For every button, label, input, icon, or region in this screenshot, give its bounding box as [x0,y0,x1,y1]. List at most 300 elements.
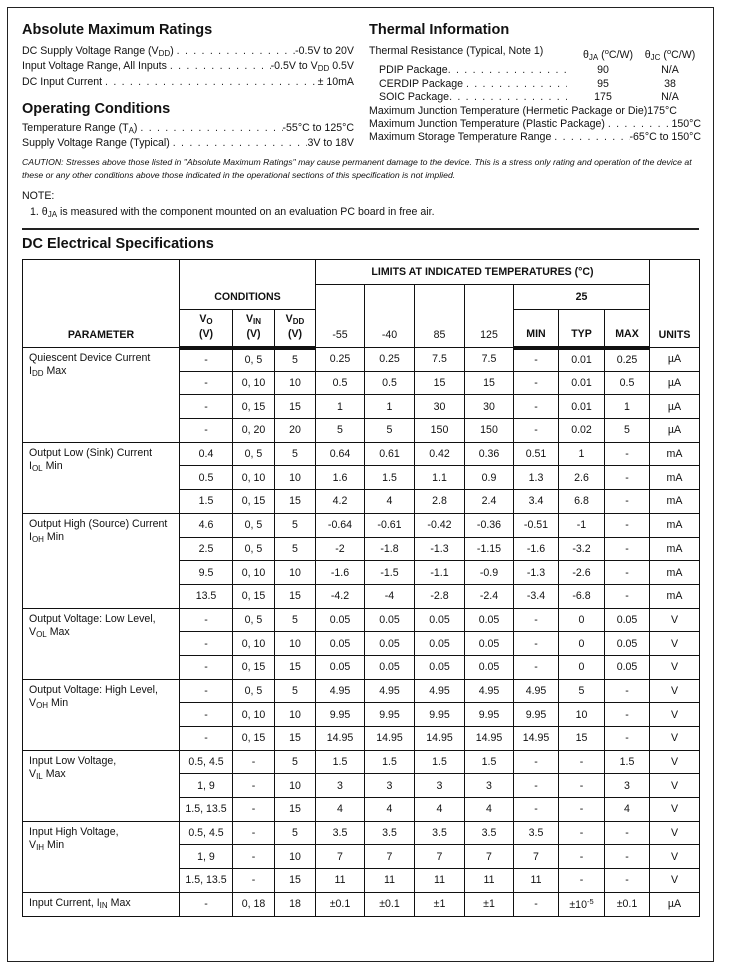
table-row [23,679,700,703]
value-cell: 0.05 [316,655,365,679]
value-cell: 3 [605,774,650,798]
value-cell: 9.5 [180,561,233,585]
value-cell: 1 [365,395,415,419]
value-cell: 1, 9 [180,845,233,869]
value-cell: -2 [316,537,365,561]
value-cell: 10 [275,466,316,490]
value-cell: 0.36 [465,442,514,466]
value-cell: 0.42 [415,442,465,466]
value-cell: 10 [275,632,316,656]
thermal-row-soic: SOIC Package . . . 175 N/A [369,91,701,104]
theta-ja-symbol: $\theta_{JA}$ [41,206,58,219]
value-cell: 4.95 [514,679,559,703]
absolute-max-title: Absolute Maximum Ratings [22,22,213,38]
value-cell: 18 [275,892,316,916]
value-cell: 3.5 [365,821,415,845]
value-cell: 0.5 [180,466,233,490]
value-cell: 11 [465,869,514,893]
value-cell: 0.25 [316,348,365,372]
value-cell: 0.05 [365,655,415,679]
spec-row-input-voltage: Input Voltage Range, All Inputs . . . -0.5V to $V_{DD}$ 0.5V [22,60,354,75]
value-cell: 0.05 [415,632,465,656]
value-cell: - [514,892,559,916]
table-row [23,442,700,466]
value-cell: 9.95 [365,703,415,727]
theta-jc-header: $\theta_{JC}$ ($^o$C/W) [644,47,696,62]
value-cell: V [650,845,700,869]
value-cell: -2.6 [559,561,605,585]
value-cell: - [605,679,650,703]
value-cell: 15 [275,655,316,679]
value-cell: 0, 5 [233,513,275,537]
value-cell: ±1 [465,892,514,916]
value-cell: 0.02 [559,419,605,443]
value-cell: 9.95 [465,703,514,727]
value-cell: 5 [559,679,605,703]
value-cell: ±1 [415,892,465,916]
value-cell: mA [650,490,700,514]
value-cell: 0.5 [365,371,415,395]
value-cell: V [650,869,700,893]
value-cell: 10 [559,703,605,727]
value-cell: 10 [275,845,316,869]
value-cell: -1.5 [365,561,415,585]
value-cell: - [559,869,605,893]
value-cell: 1.5 [465,750,514,774]
header-parameter: PARAMETER [23,260,180,348]
value-cell: - [180,679,233,703]
value-cell: 1 [559,442,605,466]
value-cell: -0.61 [365,513,415,537]
parameter-cell: Output Low (Sink) Current $I_{OL}$ Min [23,442,180,513]
value-cell: 0.05 [605,608,650,632]
value-cell: 3 [415,774,465,798]
value-cell: 0.4 [180,442,233,466]
thermal-row-junction-plastic: Maximum Junction Temperature (Plastic Package) . . . 150°C [369,118,701,131]
value-cell: - [559,845,605,869]
value-cell: 4.6 [180,513,233,537]
table-row [23,348,700,372]
value-cell: 5 [605,419,650,443]
value-cell: 3 [365,774,415,798]
value-cell: 0.01 [559,348,605,372]
value-cell: 5 [316,419,365,443]
value-cell: ±0.1 [316,892,365,916]
value-cell: 150 [415,419,465,443]
value-cell: µA [650,348,700,372]
value-cell: - [514,348,559,372]
value-cell: 4.95 [365,679,415,703]
header-temp-85: 85 [415,285,465,348]
value-cell: - [514,608,559,632]
value-cell: 0.5, 4.5 [180,750,233,774]
value-cell: 0.61 [365,442,415,466]
value-cell: 15 [275,395,316,419]
value-cell: -1.15 [465,537,514,561]
value-cell: -1.6 [316,561,365,585]
value-cell: 11 [365,869,415,893]
value-cell: - [514,371,559,395]
value-cell: 0, 5 [233,679,275,703]
value-cell: 15 [275,727,316,751]
value-cell: - [514,774,559,798]
value-cell: -4.2 [316,584,365,608]
value-cell: 3.4 [514,490,559,514]
value-cell: 1.5 [605,750,650,774]
value-cell: 0 [559,608,605,632]
value-cell: 0.5 [316,371,365,395]
value-cell: - [233,750,275,774]
value-cell: V [650,774,700,798]
value-cell: 0.5, 4.5 [180,821,233,845]
value-cell: - [514,419,559,443]
value-cell: 4 [316,798,365,822]
value-cell: mA [650,466,700,490]
spec-row-supply-voltage: DC Supply Voltage Range $(V_{DD})$ . . . -0.5V to 20V [22,45,354,60]
value-cell: - [605,442,650,466]
value-cell: 0, 5 [233,348,275,372]
value-cell: 5 [275,679,316,703]
parameter-cell: Output Voltage: High Level, $V_{OH}$ Min [23,679,180,750]
parameter-cell: Output Voltage: Low Level, $V_{OL}$ Max [23,608,180,679]
header-vdd: $V_{DD}$ (V) [275,310,316,348]
section-divider [22,228,699,230]
value-cell: 4.95 [316,679,365,703]
value-cell: 0, 15 [233,395,275,419]
value-cell: 4 [365,490,415,514]
value-cell: 0.05 [605,655,650,679]
value-cell: 30 [465,395,514,419]
value-cell: 0, 5 [233,537,275,561]
value-cell: - [559,821,605,845]
value-cell: 0, 15 [233,584,275,608]
value-cell: 7 [316,845,365,869]
value-cell: V [650,727,700,751]
value-cell: - [233,869,275,893]
value-cell: - [180,632,233,656]
value-cell: -3.4 [514,584,559,608]
value-cell: -1.3 [415,537,465,561]
value-cell: 30 [415,395,465,419]
value-cell: - [605,561,650,585]
value-cell: - [514,632,559,656]
value-cell: 10 [275,774,316,798]
value-cell: - [605,869,650,893]
value-cell: 3 [465,774,514,798]
value-cell: µA [650,395,700,419]
value-cell: -1.3 [514,561,559,585]
value-cell: 4.2 [316,490,365,514]
thermal-row-storage: Maximum Storage Temperature Range . . . -65°C to 150°C [369,131,701,144]
value-cell: 15 [275,869,316,893]
table-row [23,821,700,845]
operating-conditions-title: Operating Conditions [22,101,171,117]
table-row [23,892,700,916]
value-cell: - [605,537,650,561]
value-cell: - [180,395,233,419]
value-cell: - [180,892,233,916]
value-cell: 0, 20 [233,419,275,443]
header-temp-25: 25 [514,285,650,310]
spec-row-supply-range: Supply Voltage Range (Typical) . . . 3V to 18V [22,137,354,150]
value-cell: 2.8 [415,490,465,514]
value-cell: 0.05 [365,632,415,656]
value-cell: - [180,655,233,679]
value-cell: V [650,608,700,632]
value-cell: V [650,821,700,845]
header-limits: LIMITS AT INDICATED TEMPERATURES (°C) [316,260,650,285]
value-cell: -3.2 [559,537,605,561]
value-cell: V [650,703,700,727]
value-cell: 15 [275,490,316,514]
value-cell: 13.5 [180,584,233,608]
value-cell: 7 [514,845,559,869]
header-max: MAX [605,310,650,348]
parameter-cell: Input High Voltage, $V_{IH}$ Min [23,821,180,892]
value-cell: - [180,703,233,727]
value-cell: 11 [316,869,365,893]
value-cell: $\pm 10^{-5}$ [559,892,605,916]
value-cell: -0.42 [415,513,465,537]
value-cell: -2.4 [465,584,514,608]
value-cell: mA [650,537,700,561]
value-cell: V [650,655,700,679]
header-vo: $V_O$ (V) [180,310,233,348]
value-cell: 0.05 [415,655,465,679]
value-cell: 15 [275,584,316,608]
value-cell: ±0.1 [605,892,650,916]
value-cell: - [514,798,559,822]
value-cell: 5 [275,442,316,466]
value-cell: - [559,750,605,774]
value-cell: -0.9 [465,561,514,585]
value-cell: - [514,395,559,419]
parameter-cell: Input Low Voltage, $V_{IL}$ Max [23,750,180,821]
value-cell: V [650,798,700,822]
value-cell: 7 [415,845,465,869]
value-cell: V [650,632,700,656]
value-cell: mA [650,513,700,537]
value-cell: 0.05 [465,655,514,679]
value-cell: 20 [275,419,316,443]
dc-specs-body [23,348,700,917]
value-cell: 10 [275,703,316,727]
value-cell: 0, 15 [233,727,275,751]
value-cell: mA [650,561,700,585]
note-title: NOTE: [22,190,55,202]
value-cell: 15 [415,371,465,395]
parameter-cell: Output High (Source) Current $I_{OH}$ Min [23,513,180,608]
value-cell: 0.51 [514,442,559,466]
spec-row-input-current: DC Input Current . . . ± 10mA [22,76,354,89]
value-cell: 0, 10 [233,703,275,727]
value-cell: 14.95 [316,727,365,751]
table-row [23,750,700,774]
value-cell: µA [650,371,700,395]
value-cell: 0.05 [365,608,415,632]
value-cell: -1.1 [415,561,465,585]
value-cell: 7 [465,845,514,869]
header-temp-m55: -55 [316,285,365,348]
value-cell: V [650,679,700,703]
header-temp-125: 125 [465,285,514,348]
value-cell: 15 [465,371,514,395]
value-cell: 5 [275,513,316,537]
parameter-cell: Input Current, $I_{IN}$ Max [23,892,180,916]
value-cell: -4 [365,584,415,608]
thermal-title: Thermal Information [369,22,510,38]
value-cell: - [605,466,650,490]
value-cell: mA [650,584,700,608]
value-cell: 1.5 [316,750,365,774]
value-cell: 5 [365,419,415,443]
value-cell: 11 [415,869,465,893]
value-cell: 14.95 [415,727,465,751]
value-cell: 14.95 [465,727,514,751]
value-cell: 1.5 [415,750,465,774]
value-cell: 0.05 [465,608,514,632]
value-cell: 1.6 [316,466,365,490]
value-cell: 0, 10 [233,466,275,490]
value-cell: 1 [316,395,365,419]
value-cell: 1.5 [180,490,233,514]
value-cell: 0.25 [605,348,650,372]
value-cell: - [514,655,559,679]
value-cell: 11 [514,869,559,893]
value-cell: 14.95 [514,727,559,751]
value-cell: 0.05 [605,632,650,656]
value-cell: - [180,727,233,751]
value-cell: 7 [365,845,415,869]
value-cell: 2.4 [465,490,514,514]
table-row [23,608,700,632]
value-cell: - [233,798,275,822]
spec-row-temperature-range: Temperature Range $(T_A)$ . . . -55°C to 125°C [22,122,354,137]
value-cell: 0.05 [316,608,365,632]
value-cell: 10 [275,561,316,585]
value-cell: -1.8 [365,537,415,561]
value-cell: 1.5, 13.5 [180,798,233,822]
value-cell: 4 [415,798,465,822]
thermal-row-pdip: PDIP Package . . . 90 N/A [369,64,701,77]
value-cell: -0.51 [514,513,559,537]
value-cell: 0, 10 [233,632,275,656]
value-cell: - [180,348,233,372]
table-row [23,513,700,537]
value-cell: 5 [275,750,316,774]
theta-ja-header: $\theta_{JA}$ ($^o$C/W) [582,47,634,62]
header-typ: TYP [559,310,605,348]
value-cell: 0 [559,632,605,656]
value-cell: - [559,798,605,822]
value-cell: 0, 10 [233,561,275,585]
value-cell: 0.25 [365,348,415,372]
header-conditions: CONDITIONS [180,260,316,310]
value-cell: 14.95 [365,727,415,751]
value-cell: - [180,608,233,632]
value-cell: -1.6 [514,537,559,561]
value-cell: 5 [275,821,316,845]
dc-specs-table [22,259,700,917]
value-cell: 0.9 [465,466,514,490]
value-cell: ±0.1 [365,892,415,916]
value-cell: 1.5 [365,466,415,490]
value-cell: - [605,490,650,514]
value-cell: 3 [316,774,365,798]
value-cell: 15 [559,727,605,751]
value-cell: - [233,845,275,869]
value-cell: 1, 9 [180,774,233,798]
value-cell: 4 [605,798,650,822]
value-cell: µA [650,892,700,916]
value-cell: 5 [275,608,316,632]
value-cell: 15 [275,798,316,822]
value-cell: 4 [365,798,415,822]
value-cell: -6.8 [559,584,605,608]
dc-specs-title: DC Electrical Specifications [22,236,214,252]
value-cell: - [605,727,650,751]
value-cell: 3.5 [465,821,514,845]
value-cell: 2.6 [559,466,605,490]
value-cell: V [650,750,700,774]
header-units: UNITS [650,260,700,348]
value-cell: 9.95 [415,703,465,727]
caution-text: CAUTION: Stresses above those listed in "Absolute Maximum Ratings" may cause permanent damage to the device. This is a stress only rating and operation of the device at these or any other conditions above those indicated in the operational sections of this specification is not implied. [22,157,692,181]
value-cell: 0.64 [316,442,365,466]
value-cell: 0.05 [415,608,465,632]
value-cell: 0, 5 [233,608,275,632]
value-cell: - [605,845,650,869]
value-cell: 1 [605,395,650,419]
value-cell: 0, 18 [233,892,275,916]
value-cell: 0, 15 [233,490,275,514]
value-cell: 9.95 [514,703,559,727]
value-cell: - [180,419,233,443]
value-cell: 0.01 [559,395,605,419]
value-cell: 3.5 [316,821,365,845]
value-cell: -1 [559,513,605,537]
value-cell: 0, 10 [233,371,275,395]
value-cell: 3.5 [415,821,465,845]
thermal-row-junction-hermetic: Maximum Junction Temperature (Hermetic Package or Die) 175°C [369,104,677,117]
header-min: MIN [514,310,559,348]
value-cell: -0.36 [465,513,514,537]
value-cell: - [605,703,650,727]
value-cell: 10 [275,371,316,395]
value-cell: 2.5 [180,537,233,561]
value-cell: 4.95 [465,679,514,703]
value-cell: 1.5, 13.5 [180,869,233,893]
value-cell: 0.05 [316,632,365,656]
value-cell: 1.5 [365,750,415,774]
value-cell: - [233,821,275,845]
value-cell: 0 [559,655,605,679]
value-cell: 3.5 [514,821,559,845]
value-cell: - [180,371,233,395]
value-cell: 5 [275,537,316,561]
value-cell: 0, 15 [233,655,275,679]
absolute-max-list [22,45,354,89]
value-cell: 9.95 [316,703,365,727]
value-cell: 5 [275,348,316,372]
value-cell: 150 [465,419,514,443]
value-cell: - [233,774,275,798]
value-cell: 4 [465,798,514,822]
value-cell: 0, 5 [233,442,275,466]
value-cell: -2.8 [415,584,465,608]
value-cell: 4.95 [415,679,465,703]
value-cell: 7.5 [415,348,465,372]
